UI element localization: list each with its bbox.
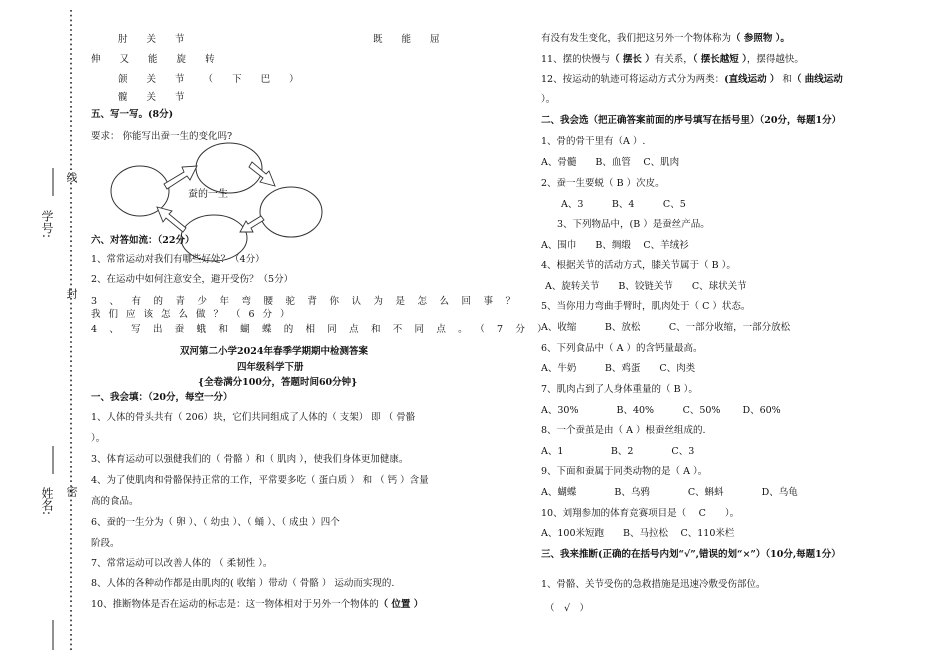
section-3-a1: （ √ ） xyxy=(545,603,590,614)
section-1-q4-line1: 4、为了使肌肉和骨骼保持正常的工作，平常要多吃（ 蛋白质 ） 和 （ 钙 ）含量 xyxy=(91,475,429,486)
section-2-q7: 7、肌肉占到了人身体重量的（ B ）。 xyxy=(541,384,698,395)
q11-mid-text: 有关系， xyxy=(654,54,693,65)
student-number-label: 学号: xyxy=(40,210,54,239)
q12-answer-2: （ 曲线运动 xyxy=(791,74,843,85)
section-2-q5: 5、当你用力弯曲手臂时，肌肉处于（ C ）状态。 xyxy=(541,301,751,312)
arrow-4-icon xyxy=(157,207,186,232)
q11-answer-2: （ 摆长越短 ） xyxy=(692,54,747,65)
section-2-q1: 1、骨的骨干里有（A ）. xyxy=(541,136,646,147)
section-2-q10: 10、刘翔参加的体育竞赛项目是（ C ）。 xyxy=(541,508,740,519)
section-1-title: 一、我会填：（20分，每空一分） xyxy=(91,392,233,403)
right-top-answer: （ 参照物 ）。 xyxy=(731,33,790,44)
section-5-requirement: 要求： 你能写出蚕一生的变化吗? xyxy=(91,131,233,142)
section-1-q1-line2: ）。 xyxy=(91,433,106,444)
section-2-o8: A、1 B、2 C、3 xyxy=(541,446,695,457)
section-6-q3-line1: 3、有的青少年弯腰驼背你认为是怎么回事？ xyxy=(91,296,528,307)
joint-elbow: 肘 关 节 xyxy=(118,34,193,45)
section-2-q9: 9、下面和蚕属于同类动物的是（ A ）。 xyxy=(541,466,708,477)
joint-hip: 髋 关 节 xyxy=(118,92,193,103)
joint-bend: 伸 又 能 旋 转 xyxy=(91,54,223,65)
section-2-o7: A、30% B、40% C、50% D、60% xyxy=(541,405,781,416)
answer-school-title: 双河第二小学2024年春季学期期中检测答案 xyxy=(180,346,368,357)
section-2-o6: A、牛奶 B、鸡蛋 C、肉类 xyxy=(541,363,696,374)
section-5-title: 五、写一写。(8分) xyxy=(91,109,174,120)
section-2-title: 二、我会选（把正确答案前面的序号填写在括号里）（20分，每题1分） xyxy=(541,115,842,126)
section-6-q1: 1、常常运动对我们有哪些好处？（4分） xyxy=(91,254,265,265)
q12-mid-text: 和 xyxy=(779,74,792,85)
section-3-title: 三、我来推断(正确的在括号内划“√”,错误的划“×”）（10分,每题1分） xyxy=(541,549,841,560)
section-2-q3: 3、下列物品中，(B ）是蚕丝产品。 xyxy=(557,219,710,230)
section-1-q6-line1: 6、蚕的一生分为（ 卵 ）、（ 幼虫 ）、（ 蛹 ）、（ 成虫 ）四个 xyxy=(91,517,340,528)
section-2-o9: A、蝴蝶 B、乌鸦 C、蝌蚪 D、乌龟 xyxy=(541,487,798,498)
section-6-q3-line2: 我们应该怎么做？（6分） xyxy=(91,309,298,320)
section-1-q1-line1: 1、人体的骨头共有（ 206）块，它们共同组成了人体的（ 支架） 即 （ 骨骼 xyxy=(91,412,416,423)
section-1-q6-line2: 阶段。 xyxy=(91,538,120,549)
student-name-label: 姓名: xyxy=(40,487,54,516)
joint-jaw: 颌 关 节 （ 下 巴 ） xyxy=(118,74,307,85)
section-2-o10: A、100米短跑 B、马拉松 C、110米栏 xyxy=(541,528,735,539)
section-3-q1: 1、骨骼、关节受伤的急救措施是迅速冷敷受伤部位。 xyxy=(541,579,766,590)
section-2-o4: A、旋转关节 B、铰链关节 C、球状关节 xyxy=(545,281,747,292)
answer-note: {全卷满分100分，答题时间60分钟} xyxy=(198,377,358,388)
section-1-q7: 7、常常运动可以改善人体的 （ 柔韧性 ）。 xyxy=(91,558,273,569)
section-1-q4-line2: 高的食品。 xyxy=(91,496,139,507)
secret-char: 密 xyxy=(65,486,78,497)
arrow-3-icon xyxy=(240,216,264,232)
section-2-o1: A、骨髓 B、血管 C、肌肉 xyxy=(541,157,680,168)
section-1-q3: 3、体育运动可以强健我们的（ 骨骼 ）和（ 肌肉 ），使我们身体更加健康。 xyxy=(91,454,409,465)
q12-line xyxy=(541,71,843,85)
section-2-o3: A、围巾 B、绸缎 C、羊绒衫 xyxy=(541,240,689,251)
answer-subject-title: 四年级科学下册 xyxy=(237,362,304,373)
seal-char: 封 xyxy=(65,288,78,299)
section-6-q4: 4、写出蚕蛾和蝴蝶的相同点和不同点。（7分） xyxy=(91,324,559,335)
section-2-q6: 6、下列食品中（ A ）的含钙量最高。 xyxy=(541,343,703,354)
q11-post-text: ，摆得越快。 xyxy=(746,54,804,65)
lifecycle-center-label: 蚕的一生 xyxy=(188,189,228,200)
section-2-q4: 4、根据关节的活动方式，膝关节属于（ B ）。 xyxy=(541,260,736,271)
q12-text: 12、按运动的轨迹可将运动方式分为两类： xyxy=(541,74,725,85)
right-top-line xyxy=(541,30,790,44)
section-2-q2: 2、蚕一生要蜕（ B ）次皮。 xyxy=(541,178,665,189)
right-top-text: 有没有发生变化，我们把这另外一个物体称为 xyxy=(541,33,732,44)
section-6-title: 六、对答如流：（22分） xyxy=(91,235,195,246)
q11-text: 11、摆的快慢与 xyxy=(541,54,611,65)
q11-line xyxy=(541,51,804,65)
section-6-q2: 2、在运动中如何注意安全，避开受伤？（5分） xyxy=(91,274,294,285)
section-1-q10-text: 10、推断物体是否在运动的标志是：这一物体相对于另外一个物体的 xyxy=(91,599,379,610)
line-char: 线 xyxy=(65,172,78,183)
section-1-q10-answer: （ 位置 ） xyxy=(378,599,424,610)
section-1-q10 xyxy=(91,596,423,610)
q12-line-2: ）。 xyxy=(541,94,556,105)
section-1-q8: 8、人体的各种动作都是由肌肉的( 收缩 ）带动（ 骨骼 ） 运动而实现的. xyxy=(91,578,395,589)
section-2-o2: A、3 B、4 C、5 xyxy=(561,199,686,210)
joint-shoulder: 既 能 屈 xyxy=(373,34,448,45)
section-2-o5: A、收缩 B、放松 C、一部分收缩，一部分放松 xyxy=(541,322,791,333)
q11-answer-1: （ 摆长 ） xyxy=(610,54,655,65)
section-2-q8: 8、一个蚕茧是由（ A ）根蚕丝组成的. xyxy=(541,425,706,436)
q12-answer-1: (直线运动 ） xyxy=(724,74,780,85)
